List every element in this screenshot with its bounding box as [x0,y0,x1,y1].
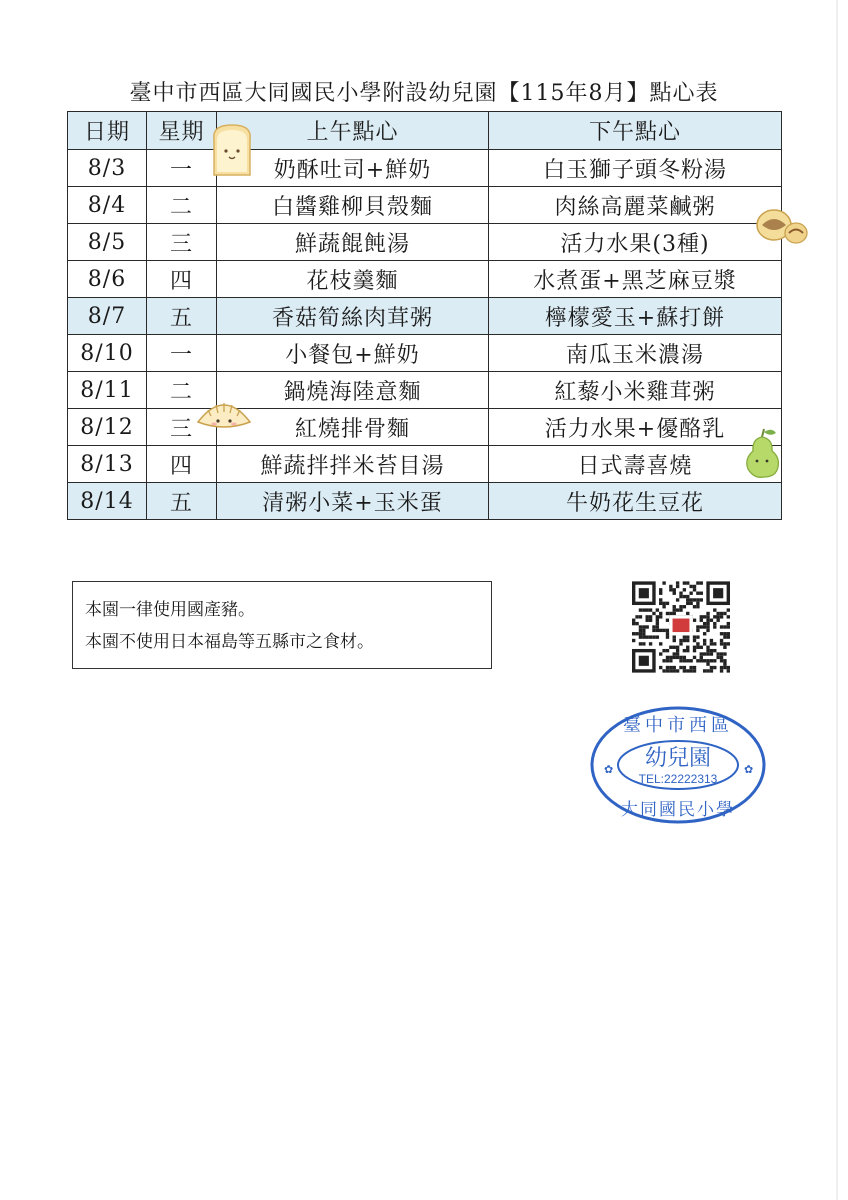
am-snack-cell: 鮮蔬拌拌米苔目湯 [217,446,489,483]
date-cell: 8/14 [68,483,147,520]
table-row [68,261,782,298]
star-icon: ✿ [744,763,754,776]
table-row-highlighted [68,483,782,520]
weekday-cell: 五 [147,298,217,335]
date-cell: 8/13 [68,446,147,483]
stamp-bottom-text: 大同國民小學 [621,800,735,820]
table-row [68,409,782,446]
weekday-cell: 一 [147,335,217,372]
weekday-cell: 一 [147,150,217,187]
date-cell: 8/6 [68,261,147,298]
table-row [68,224,782,261]
star-icon: ✿ [604,763,614,776]
am-snack-cell: 清粥小菜+玉米蛋 [217,483,489,520]
am-snack-cell: 奶酥吐司+鮮奶 [217,150,489,187]
header-date: 日期 [68,112,147,150]
header-pm-snack: 下午點心 [489,112,782,150]
date-cell: 8/11 [68,372,147,409]
pm-snack-cell: 活力水果+優酪乳 [489,409,782,446]
school-stamp [586,703,770,827]
table-row [68,335,782,372]
pm-snack-cell: 白玉獅子頭冬粉湯 [489,150,782,187]
table-row [68,446,782,483]
pm-snack-cell: 檸檬愛玉+蘇打餅 [489,298,782,335]
table-row [68,187,782,224]
am-snack-cell: 鮮蔬餛飩湯 [217,224,489,261]
snack-menu-table [67,111,782,520]
date-cell: 8/4 [68,187,147,224]
header-am-snack: 上午點心 [217,112,489,150]
pear-icon [742,425,782,481]
pm-snack-cell: 紅藜小米雞茸粥 [489,372,782,409]
am-snack-cell: 白醬雞柳貝殼麵 [217,187,489,224]
pm-snack-cell: 日式壽喜燒 [489,446,782,483]
date-cell: 8/7 [68,298,147,335]
pm-snack-cell: 南瓜玉米濃湯 [489,335,782,372]
am-snack-cell: 花枝羹麵 [217,261,489,298]
header-weekday: 星期 [147,112,217,150]
stamp-top-text: 臺中市西區 [623,715,733,736]
stamp-center-text: 幼兒園 [644,746,712,771]
weekday-cell: 三 [147,224,217,261]
date-cell: 8/5 [68,224,147,261]
dumpling-icon [194,396,254,432]
am-snack-cell: 紅燒排骨麵 [217,409,489,446]
notes-box [72,581,492,669]
table-row [68,150,782,187]
note-domestic-pork: 本園一律使用國產豬。 [85,600,255,620]
weekday-cell: 二 [147,187,217,224]
date-cell: 8/12 [68,409,147,446]
am-snack-cell: 香菇筍絲肉茸粥 [217,298,489,335]
am-snack-cell: 鍋燒海陸意麵 [217,372,489,409]
weekday-cell: 五 [147,483,217,520]
table-row-highlighted [68,298,782,335]
page-title: 臺中市西區大同國民小學附設幼兒園【115年8月】點心表 [129,81,719,106]
date-cell: 8/10 [68,335,147,372]
table-header-row [68,112,782,150]
am-snack-cell: 小餐包+鮮奶 [217,335,489,372]
stamp-tel: TEL:22222313 [638,772,718,786]
note-no-fukushima: 本園不使用日本福島等五縣市之食材。 [85,632,374,652]
pm-snack-cell: 活力水果(3種) [489,224,782,261]
mooncake-icon [752,203,810,249]
weekday-cell: 三 [147,409,217,446]
pm-snack-cell: 肉絲高麗菜鹹粥 [489,187,782,224]
pm-snack-cell: 牛奶花生豆花 [489,483,782,520]
weekday-cell: 四 [147,261,217,298]
weekday-cell: 二 [147,372,217,409]
date-cell: 8/3 [68,150,147,187]
scan-edge [836,0,838,1200]
qr-code [632,581,730,673]
table-row [68,372,782,409]
weekday-cell: 四 [147,446,217,483]
toast-icon [208,121,256,179]
pm-snack-cell: 水煮蛋+黑芝麻豆漿 [489,261,782,298]
